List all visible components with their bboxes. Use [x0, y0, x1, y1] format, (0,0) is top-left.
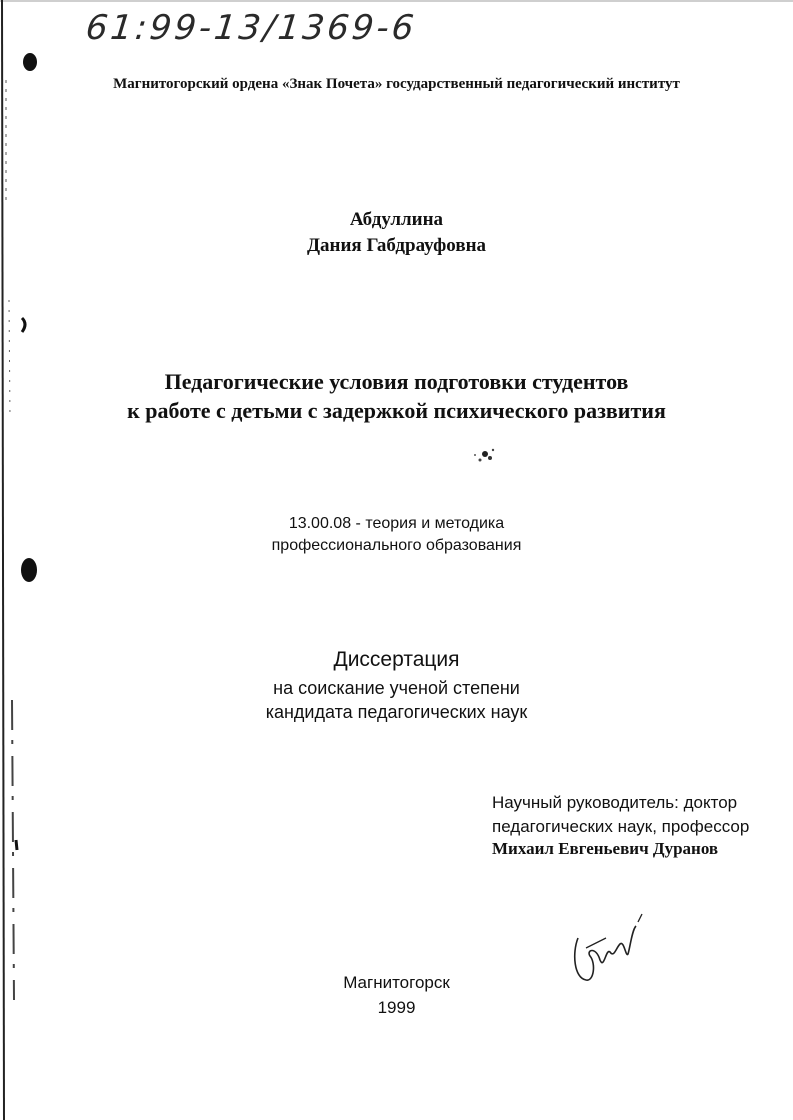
degree-line-2: кандидата педагогических наук	[265, 702, 528, 722]
city: Магнитогорск	[343, 973, 450, 992]
year: 1999	[377, 998, 416, 1017]
specialty-line-1: 13.00.08 - теория и методика	[288, 515, 505, 532]
author-surname: Абдуллина	[349, 209, 444, 230]
supervisor-line-2: педагогических наук, профессор	[492, 817, 750, 836]
dissertation-heading: Диссертация	[333, 648, 460, 671]
scan-top-edge	[0, 0, 793, 6]
dissertation-title-line-2: к работе с детьми с задержкой психического развития	[127, 398, 666, 423]
scan-binding-edge	[0, 0, 40, 1120]
archive-number: 61:99-13/1369-6	[83, 8, 419, 48]
degree-line-1: на соискание ученой степени	[273, 678, 520, 698]
author-name: Дания Габдрауфовна	[306, 235, 487, 256]
supervisor-name: Михаил Евгеньевич Дуранов	[492, 839, 719, 858]
dissertation-title-line-1: Педагогические условия подготовки студентов	[164, 369, 629, 394]
scan-speck	[465, 440, 505, 470]
specialty-line-2: профессионального образования	[271, 537, 522, 554]
institute-name: Магнитогорский ордена «Знак Почета» государственный педагогический институт	[113, 76, 680, 92]
supervisor-line-1: Научный руководитель: доктор	[492, 793, 738, 812]
